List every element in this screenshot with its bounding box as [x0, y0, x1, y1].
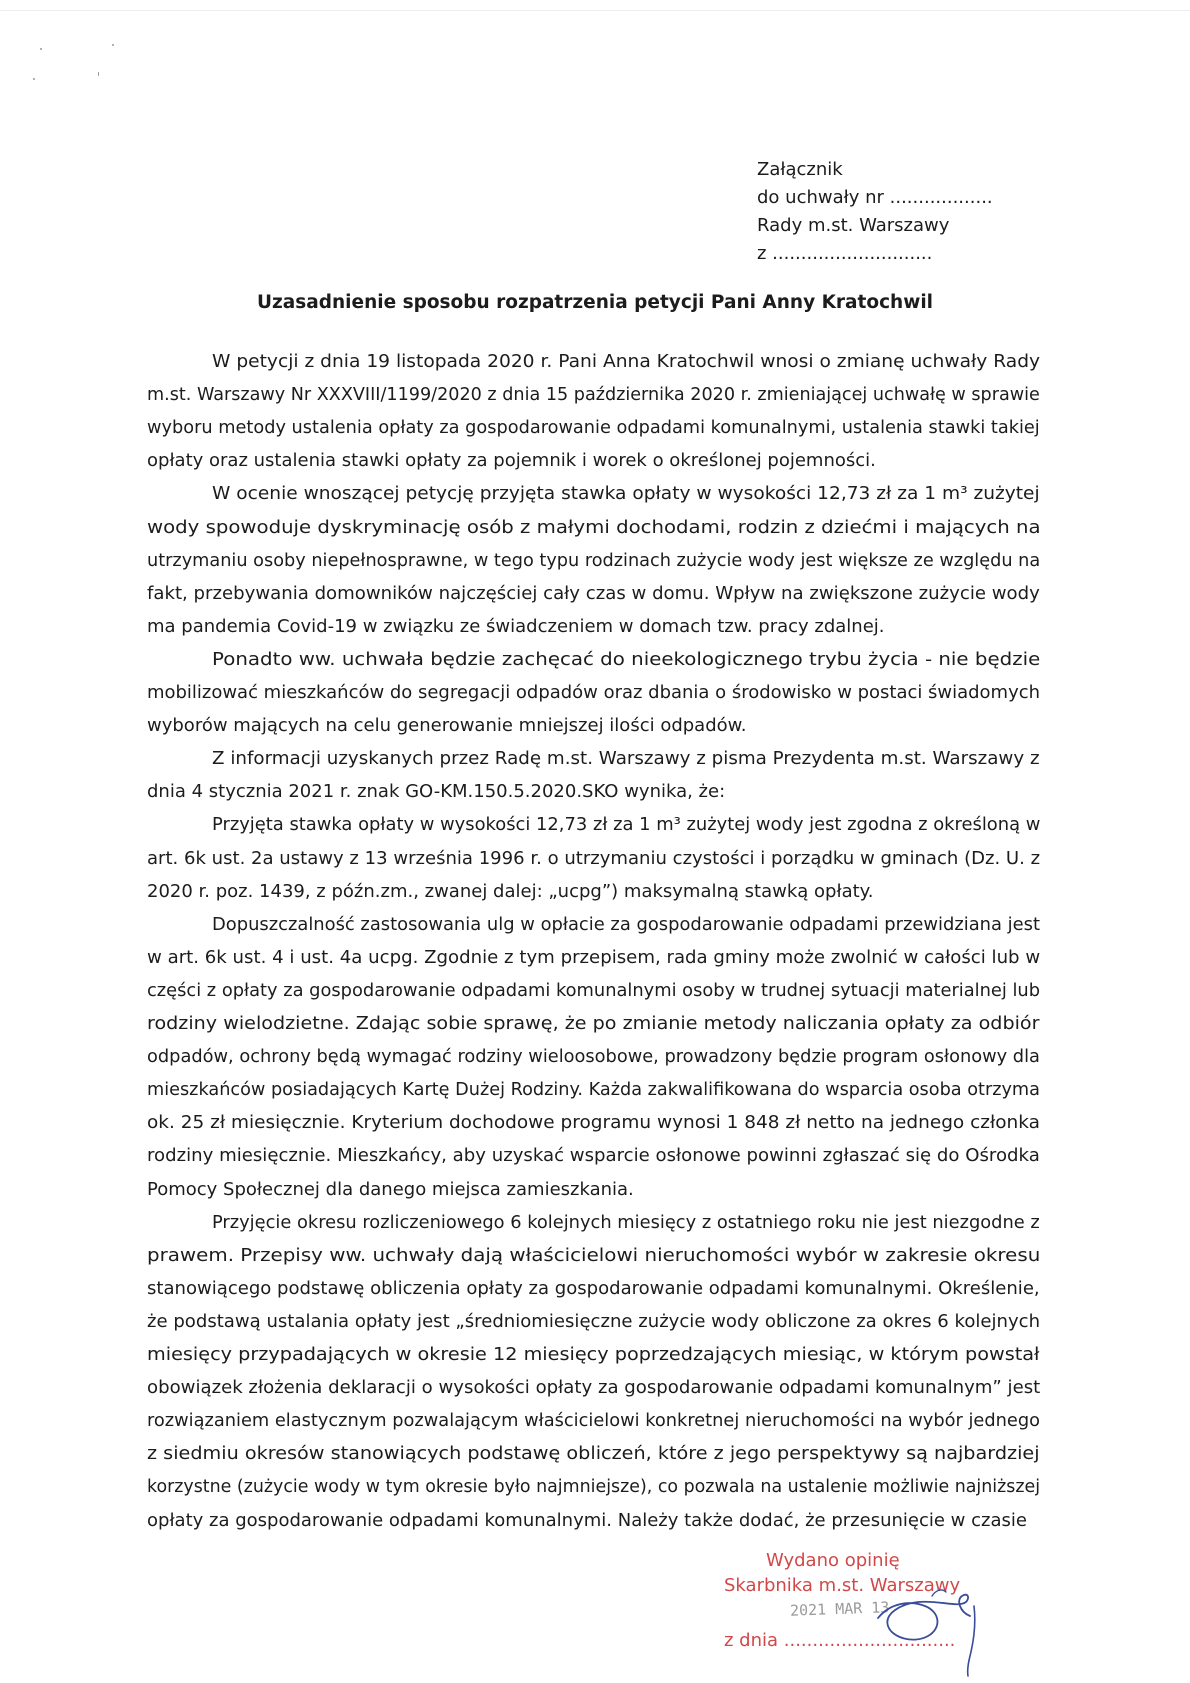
- body-line: fakt, przebywania domowników najczęściej cały czas w domu. Wpływ na zwiększone zużycie wody: [147, 582, 1040, 604]
- resolution-date: z ............................: [757, 243, 933, 264]
- body-line: W ocenie wnoszącej petycję przyjęta stawka opłaty w wysokości 12,73 zł za 1 m³ zużytej: [212, 483, 1040, 505]
- body-line: Przyjęcie okresu rozliczeniowego 6 kolejnych miesięcy z ostatniego roku nie jest niezgodne z: [212, 1211, 1040, 1233]
- body-line: prawem. Przepisy ww. uchwały dają właścicielowi nieruchomości wybór w zakresie okresu: [147, 1244, 1041, 1266]
- body-line: Pomocy Społecznej dla danego miejsca zamieszkania.: [147, 1178, 634, 1200]
- body-line: rodziny miesięcznie. Mieszkańcy, aby uzyskać wsparcie osłonowe powinni zgłaszać się do Ośrodka: [147, 1145, 1040, 1167]
- body-line: ma pandemia Covid-19 w związku ze świadczeniem w domach tzw. pracy zdalnej.: [147, 615, 885, 637]
- body-line: rozwiązaniem elastycznym pozwalającym właścicielowi konkretnej nieruchomości na wybór jednego: [147, 1410, 1040, 1432]
- stamp-line-2: Skarbnika m.st. Warszawy: [724, 1575, 961, 1596]
- body-line: opłaty oraz ustalenia stawki opłaty za pojemnik i worek o określonej pojemności.: [147, 450, 876, 472]
- stamp-date: 2021 MAR 13: [789, 1598, 890, 1620]
- stamp-line-1: Wydano opinię: [766, 1550, 900, 1571]
- attachment-header: [757, 156, 993, 268]
- signature-mark: [870, 1578, 985, 1678]
- resolution-number: do uchwały nr ..................: [757, 187, 993, 208]
- body-line: 2020 r. poz. 1439, z późn.zm., zwanej dalej: „ucpg”) maksymalną stawką opłaty.: [147, 880, 874, 902]
- body-line: odpadów, ochrony będą wymagać rodziny wieloosobowe, prowadzony będzie program osłonowy dla: [147, 1046, 1040, 1068]
- body-line: korzystne (zużycie wody w tym okresie było najmniejsze), co pozwala na ustalenie możliwie najniższej: [147, 1476, 1041, 1498]
- body-line: że podstawą ustalania opłaty jest „średniomiesięczne zużycie wody obliczone za okres 6 kolejnych: [147, 1310, 1041, 1332]
- body-line: Dopuszczalność zastosowania ulg w opłacie za gospodarowanie odpadami przewidziana jest: [212, 913, 1040, 935]
- body-line: Ponadto ww. uchwała będzie zachęcać do nieekologicznego trybu życia - nie będzie: [212, 648, 1041, 670]
- body-line: m.st. Warszawy Nr XXXVIII/1199/2020 z dnia 15 października 2020 r. zmieniającej uchwałę w sprawie: [147, 384, 1040, 406]
- body-line: wyboru metody ustalenia opłaty za gospodarowanie odpadami komunalnymi, ustalenia stawki takiej: [147, 417, 1040, 439]
- body-line: stanowiącego podstawę obliczenia opłaty za gospodarowanie odpadami komunalnymi. Określenie,: [147, 1277, 1040, 1299]
- body-line: w art. 6k ust. 4 i ust. 4a ucpg. Zgodnie z tym przepisem, rada gminy może zwolnić w całości lub w: [147, 946, 1041, 968]
- body-line: Z informacji uzyskanych przez Radę m.st. Warszawy z pisma Prezydenta m.st. Warszawy z: [212, 748, 1040, 770]
- body-line: z siedmiu okresów stanowiących podstawę obliczeń, które z jego perspektywy są najbardziej: [147, 1443, 1040, 1465]
- body-line: obowiązek złożenia deklaracji o wysokości opłaty za gospodarowanie odpadami komunalnym” jest: [147, 1377, 1041, 1399]
- body-line: mieszkańców posiadających Kartę Dużej Rodziny. Każda zakwalifikowana do wsparcia osoba otrzyma: [147, 1079, 1040, 1101]
- body-line: opłaty za gospodarowanie odpadami komunalnymi. Należy także dodać, że przesunięcie w czasie: [147, 1509, 1027, 1531]
- page-edge: [0, 10, 1190, 11]
- body-line: dnia 4 stycznia 2021 r. znak GO-KM.150.5.2020.SKO wynika, że:: [147, 781, 726, 803]
- body-line: części z opłaty za gospodarowanie odpadami komunalnymi osoby w trudnej sytuacji materialnej lub: [147, 979, 1041, 1001]
- body-line: W petycji z dnia 19 listopada 2020 r. Pani Anna Kratochwil wnosi o zmianę uchwały Rady: [212, 351, 1041, 372]
- body-line: ok. 25 zł miesięcznie. Kryterium dochodowe programu wynosi 1 848 zł netto na jednego członka: [147, 1112, 1040, 1134]
- body-line: art. 6k ust. 2a ustawy z 13 września 1996 r. o utrzymaniu czystości i porządku w gminach (Dz. U. z: [147, 847, 1041, 869]
- attachment-label: Załącznik: [757, 159, 843, 180]
- body-line: utrzymaniu osoby niepełnosprawne, w tego typu rodzinach zużycie wody jest większe ze względu na: [147, 549, 1041, 571]
- body-line: wyborów mających na celu generowanie mniejszej ilości odpadów.: [147, 715, 747, 737]
- body-line: wody spowoduje dyskryminację osób z małymi dochodami, rodzin z dziećmi i mających na: [147, 516, 1041, 538]
- stamp-date-label: z dnia ..............................: [724, 1630, 956, 1651]
- document-title: Uzasadnienie sposobu rozpatrzenia petycji Pani Anny Kratochwil: [257, 292, 933, 313]
- body-line: miesięcy przypadających w okresie 12 miesięcy poprzedzających miesiąc, w którym powstał: [147, 1344, 1040, 1365]
- body-line: rodziny wielodzietne. Zdając sobie sprawę, że po zmianie metody naliczania opłaty za odbiór: [147, 1013, 1040, 1034]
- body-line: mobilizować mieszkańców do segregacji odpadów oraz dbania o środowisko w postaci świadomych: [147, 682, 1041, 703]
- council-name: Rady m.st. Warszawy: [757, 215, 950, 236]
- body-line: Przyjęta stawka opłaty w wysokości 12,73 zł za 1 m³ zużytej wody jest zgodna z określoną w: [212, 814, 1041, 836]
